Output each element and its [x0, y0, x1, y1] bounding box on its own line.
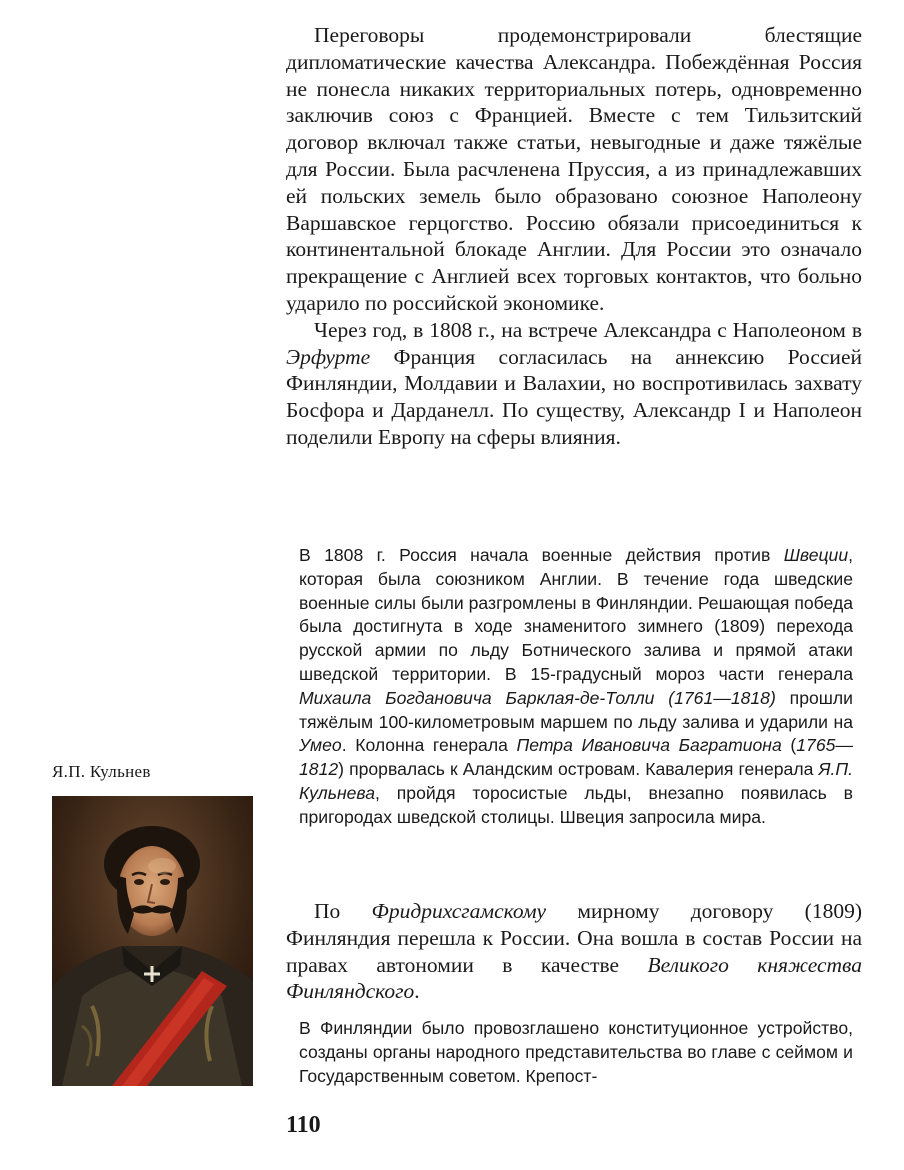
text-run: Через год, в 1808 г., на встрече Александра с Наполеоном в [314, 317, 862, 342]
emphasis-barclay: Михаила Богдановича Барклая-де-Толли (1761—1818) [299, 687, 776, 708]
text-run: прошли тяжёлым 100-километровым маршем по льду залива и ударили на [299, 687, 853, 732]
paragraph-negotiations: Переговоры продемонстрировали блестящие дипломатические качества Александра. Побеждённая Россия не понесла никаких территориальных потерь, одновременно заключив союз с Францией. Вместе с тем Тильзитский договор включал также статьи, невыгодные и даже тяжёлые для России. Была расчленена Пруссия, а из принадлежавших ей польских земель было образовано союзное Наполеону Варшавское герцогство. Россию обязали присоединиться к континентальной блокаде Англии. Для России это означало прекращение с Англией всех торговых контактов, что больно ударило по российской экономике. [286, 23, 862, 315]
text-run: По [314, 899, 372, 923]
portrait-kulnev-image [52, 796, 253, 1086]
sidebar-text-finland-constitution [299, 1017, 853, 1088]
text-run: , пройдя торосистые льды, внезапно появилась в пригородах шведской столицы. Швеция запросила мира. [299, 782, 853, 827]
text-run: . [414, 979, 420, 1004]
emphasis-erfurt: Эрфурте [286, 344, 371, 369]
paragraph-erfurt [286, 317, 862, 451]
emphasis-kulnev: Я.П. Кульнева [299, 759, 853, 803]
emphasis-years: 1765—1812 [299, 735, 853, 780]
text-run: ) прорвалась к Аландским островам. Кавалерия генерала [338, 759, 819, 780]
portrait-caption: Я.П. Кульнев [52, 762, 151, 781]
emphasis-umea: Умео [299, 735, 342, 756]
text-run: В 1808 г. Россия начала военные действия против [299, 545, 784, 565]
main-text-block [286, 22, 862, 451]
text-run: Франция согласилась на аннексию Россией Финляндии, Молдавии и Валахии, но воспротивилась захвату Босфора и Дарданелл. По существу, Александр I и Наполеон поделили Европу на сферы влияния. [286, 344, 862, 449]
main-text-block-2 [286, 898, 862, 1005]
page-number: 110 [286, 1112, 321, 1138]
text-run: мирному договору (1809) Финляндия перешла к России. Она вошла в состав России на правах автономии в качестве [286, 899, 862, 977]
emphasis-grand-duchy: Великого княжества Финляндского [286, 952, 862, 1004]
sidebar-text-sweden-war [299, 544, 853, 830]
paragraph-sweden-war [299, 544, 853, 830]
paragraph-friedrichsham [286, 898, 862, 1005]
emphasis-sweden: Швеции [783, 545, 849, 565]
emphasis-friedrichsham: Фридрихсгамскому [371, 899, 547, 923]
text-run: , которая была союзником Англии. В течение года шведские военные силы были разгромлены в Финляндии. Решающая победа была достигнута в ходе знаменитого зимнего (1809) перехода русской армии по льду Ботнического залива и прямой атаки шведской территории. В 15-градусный мороз части генерала [299, 545, 853, 684]
paragraph-finland-constitution: В Финляндии было провозглашено конституционное устройство, созданы органы народного представительства во главе с сеймом и Государственным советом. Крепост- [299, 1018, 853, 1086]
text-run: ( [781, 735, 797, 756]
text-run: . Колонна генерала [341, 735, 517, 756]
emphasis-bagration: Петра Ивановича Багратиона [516, 735, 782, 756]
